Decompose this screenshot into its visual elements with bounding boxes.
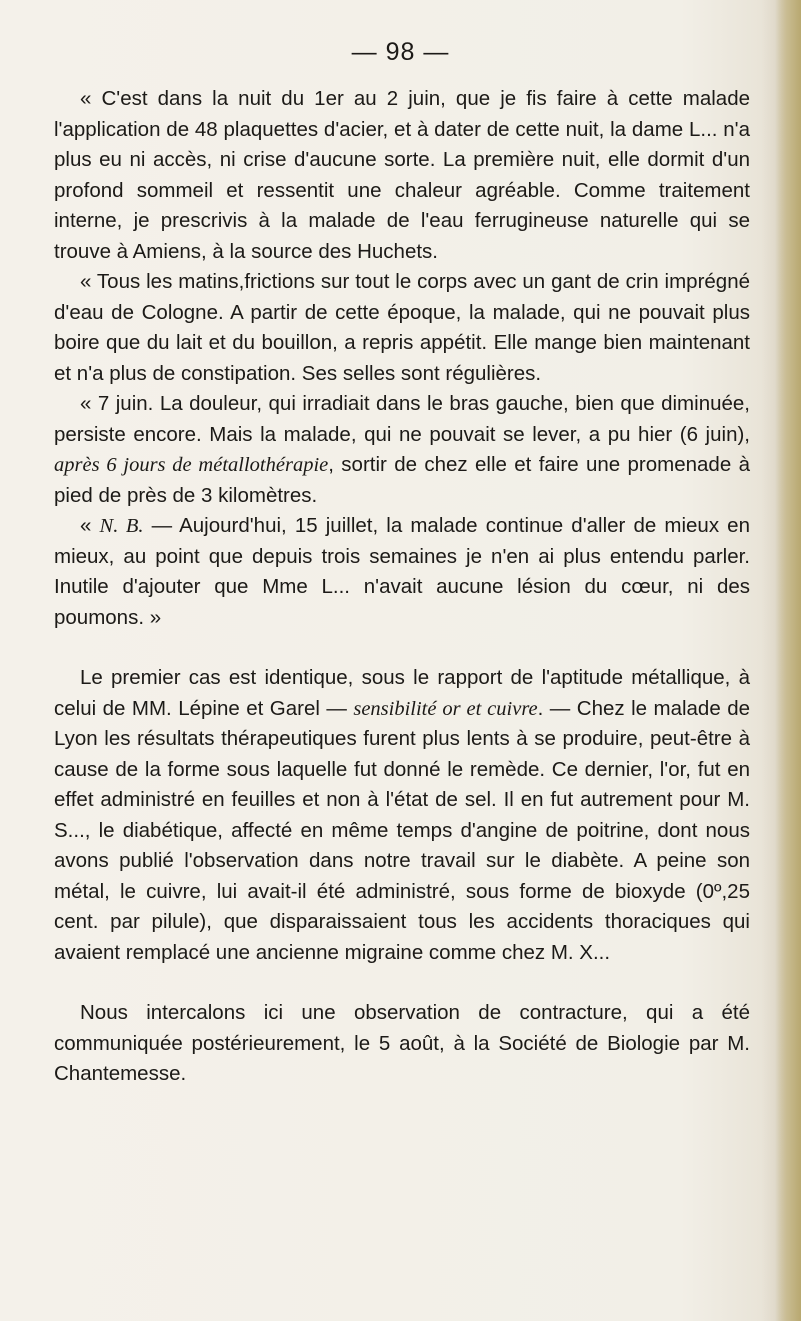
paragraph-1: « C'est dans la nuit du 1er au 2 juin, que je fis faire à cette malade l'application de 48 plaquettes d'acier, et à dater de cette nuit, la dame L... n'a plus eu ni accès, ni crise d'aucune sorte. La première nuit, elle dormit d'un profond sommeil et ressentit une chaleur agréable. Comme traitement interne, je prescrivis à la malade de l'eau ferrugineuse naturelle qui se trouve à Amiens, à la source des Huchets. [54,87,750,263]
paragraph-5-text-b: . — Chez le malade de Lyon les résultats thérapeutiques furent plus lents à se produire, peut-être à cause de la forme sous laquelle fut donné le remède. Ce dernier, l'or, fut en effet administré en feuilles et non à l'état de sel. Il en fut autrement pour M. S..., le diabétique, affecté en même temps d'angine de poitrine, dont nous avons publié l'observation dans notre travail sur le diabète. A peine son métal, le cuivre, lui avait-il été administré, sous forme de bioxyde (0º,25 cent. par pilule), que disparaissaient tous les accidents thoraciques qui avaient remplacé une ancienne migraine comme chez M. X... [54,696,750,964]
paragraph-5 [54,663,750,968]
paragraph-5-text-a: Le premier cas est identique, sous le rapport de l'aptitude métallique, à celui de MM. Lépine et Garel — [54,666,750,720]
paragraph-3-text-a: « 7 juin. La douleur, qui irradiait dans le bras gauche, bien que diminuée, persiste encore. Mais la malade, qui ne pouvait se lever, a pu hier (6 juin), [54,392,750,446]
paragraph-4 [54,511,750,633]
paragraph-3 [54,389,750,511]
page-number: — 98 — [351,38,450,66]
paragraph-3-text-b: , sortir de chez elle et faire une promenade à pied de près de 3 kilomètres. [54,453,750,507]
paragraph-6: Nous intercalons ici une observation de contracture, qui a été communiquée postérieurement, le 5 août, à la Société de Biologie par M. Chantemesse. [54,1001,750,1085]
paragraph-4-text-a: « [80,514,100,537]
paragraph-5-italic: sensibilité or et cuivre [353,697,538,720]
paragraph-3-italic: après 6 jours de métallothérapie [54,454,329,476]
page-edge-shadow [775,0,801,1321]
paragraph-2: « Tous les matins,frictions sur tout le corps avec un gant de crin imprégné d'eau de Cologne. A partir de cette époque, la malade, qui ne pouvait plus boire que du lait et du bouillon, a repris appétit. Elle mange bien maintenant et n'a plus de constipation. Ses selles sont régulières. [54,270,750,385]
body-text [54,84,750,1090]
paragraph-4-italic: N. B. [99,515,144,537]
paragraph-4-text-b: — Aujourd'hui, 15 juillet, la malade continue d'aller de mieux en mieux, au point que depuis trois semaines je n'en ai plus entendu parler. Inutile d'ajouter que Mme L... n'avait aucune lésion du cœur, ni des poumons. » [54,514,750,629]
